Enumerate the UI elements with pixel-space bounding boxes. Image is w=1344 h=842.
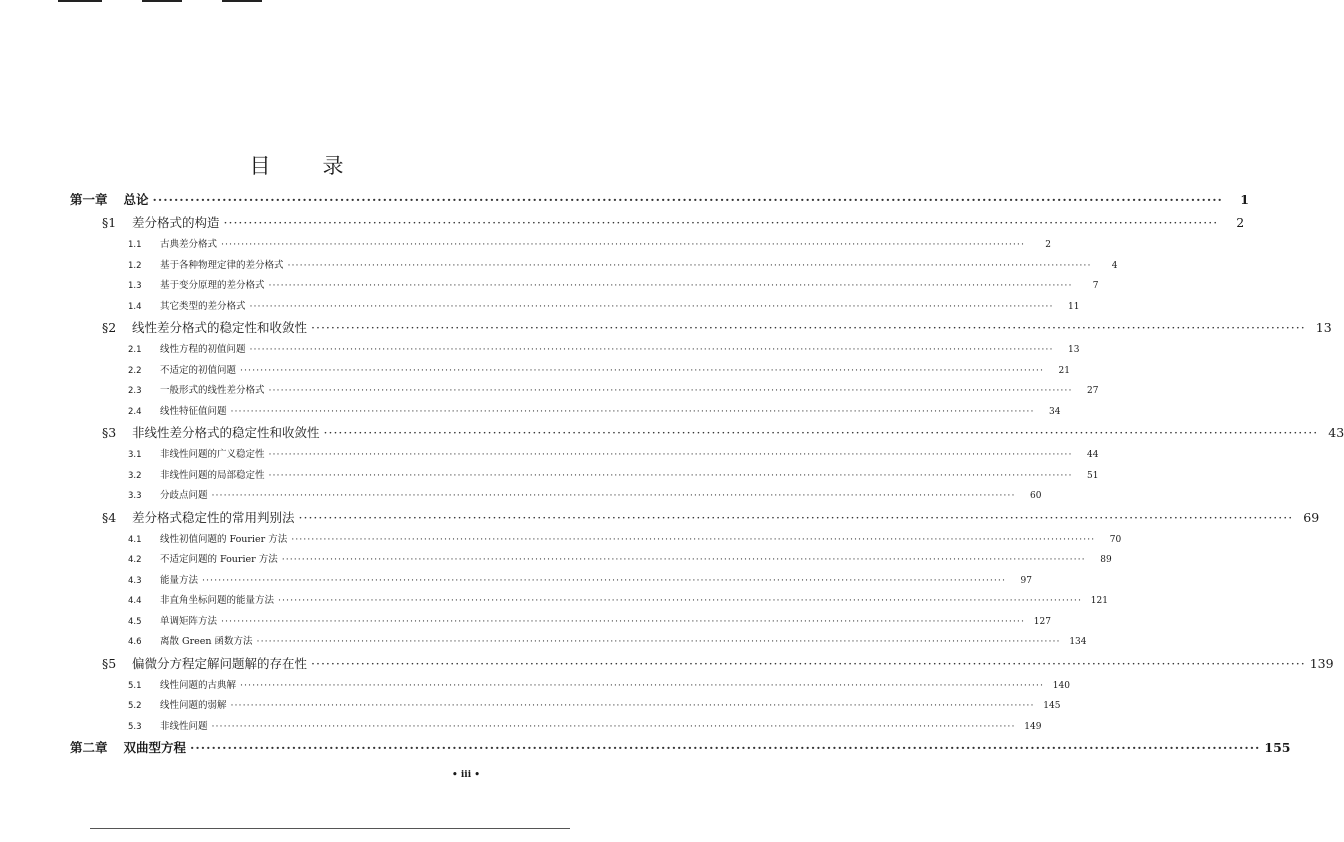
toc-entry-sub[interactable] — [128, 487, 1042, 508]
toc-entry-number: 2.1 — [128, 345, 142, 355]
toc-entry-label — [128, 531, 287, 545]
toc-entry-page: 7 — [1092, 281, 1099, 291]
top-rule-3 — [222, 0, 262, 2]
toc-entry-title: 线性问题的古典解 — [160, 679, 237, 691]
toc-dot-leader: ········································································································································································································ — [268, 469, 1073, 481]
toc-entry-title: 非直角坐标问题的能量方法 — [160, 595, 275, 606]
toc-entry-label — [128, 362, 236, 376]
toc-entry-number: 5.3 — [128, 721, 142, 732]
toc-entry-label — [128, 487, 208, 501]
toc-dot-leader: ········································································································································································································ — [202, 574, 1006, 586]
toc-entry-number: 1.1 — [128, 240, 142, 250]
toc-dot-leader: ········································································································································································································ — [221, 239, 1025, 250]
toc-entry-title: 总论 — [123, 192, 149, 207]
toc-dot-leader: ········································································································································································································ — [152, 192, 1223, 207]
toc-entry-label — [128, 446, 265, 460]
toc-entry-label — [102, 654, 307, 672]
toc-entry-number: §5 — [102, 655, 117, 671]
toc-entry-number: 2.2 — [128, 365, 142, 376]
toc-entry-chapter[interactable] — [70, 190, 1249, 213]
toc-entry-number: 4.4 — [128, 596, 142, 606]
toc-entry-page: 4 — [1111, 260, 1118, 271]
toc-entry-title: 双曲型方程 — [123, 740, 187, 755]
toc-entry-sub[interactable] — [128, 613, 1051, 634]
toc-entry-title: 离散 Green 函数方法 — [160, 636, 253, 647]
toc-entry-page: 27 — [1087, 386, 1099, 396]
toc-entry-number: 4.1 — [128, 534, 142, 545]
toc-entry-title: 其它类型的差分格式 — [160, 300, 246, 312]
toc-entry-label — [102, 318, 307, 336]
toc-entry-label — [102, 213, 220, 231]
toc-entry-page: 2 — [1236, 215, 1245, 230]
toc-entry-sub[interactable] — [128, 403, 1061, 424]
toc-entry-sub[interactable] — [128, 531, 1122, 552]
toc-dot-leader: ········································································································································································································ — [240, 364, 1044, 376]
toc-entry-page: 13 — [1068, 345, 1080, 355]
toc-dot-leader: ········································································································································································································ — [256, 636, 1061, 647]
toc-entry-page: 60 — [1030, 491, 1042, 501]
toc-dot-leader: ········································································································································································································ — [323, 425, 1319, 440]
toc-entry-number: 2.3 — [128, 386, 142, 396]
toc-dot-leader: ········································································································································································································ — [268, 449, 1073, 460]
toc-entry-number: 3.3 — [128, 491, 142, 501]
toc-dot-leader: ········································································································································································································ — [278, 595, 1082, 606]
toc-dot-leader: ········································································································································································································ — [249, 344, 1054, 355]
toc-entry-title: 分歧点问题 — [160, 490, 208, 501]
toc-entry-sub[interactable] — [128, 341, 1080, 362]
toc-entry-number: 第二章 — [70, 740, 108, 755]
toc-entry-number: 5.2 — [128, 701, 142, 711]
toc-dot-leader: ········································································································································································································ — [311, 320, 1306, 335]
toc-entry-section[interactable] — [102, 213, 1245, 236]
toc-entry-label — [128, 718, 208, 732]
toc-entry-page: 140 — [1052, 680, 1070, 691]
toc-entry-title: 线性方程的初值问题 — [160, 344, 246, 355]
toc-entry-chapter[interactable] — [70, 738, 1291, 761]
page-title — [0, 150, 595, 180]
toc-entry-number: 2.4 — [128, 406, 142, 417]
toc-dot-leader: ········································································································································································································ — [298, 509, 1294, 525]
toc-entry-title: 差分格式的构造 — [132, 215, 220, 230]
toc-entry-number: 1.4 — [128, 301, 142, 312]
toc-entry-page: 134 — [1069, 637, 1087, 647]
toc-entry-label — [128, 697, 227, 711]
toc-entry-sub[interactable] — [128, 362, 1070, 383]
toc-entry-label — [128, 677, 236, 691]
toc-entry-title: 线性问题的弱解 — [160, 700, 227, 711]
toc-entry-number: 3.1 — [128, 450, 142, 460]
page-title-char-1: 目 — [249, 154, 273, 178]
toc-entry-number: 4.5 — [128, 616, 142, 627]
toc-entry-title: 非线性差分格式的稳定性和收敛性 — [132, 425, 320, 440]
toc-entry-label — [102, 423, 320, 441]
toc-entry-label — [128, 403, 227, 417]
table-of-contents — [70, 190, 1344, 761]
toc-entry-number: 1.3 — [128, 281, 142, 291]
toc-entry-sub[interactable] — [128, 677, 1070, 698]
toc-entry-sub[interactable] — [128, 382, 1099, 403]
toc-dot-leader: ········································································································································································································ — [223, 215, 1219, 230]
toc-entry-number: 4.2 — [128, 555, 142, 565]
toc-entry-page: 121 — [1090, 596, 1108, 606]
toc-entry-title: 偏微分方程定解问题解的存在性 — [132, 655, 308, 671]
toc-entry-page: 34 — [1049, 406, 1061, 417]
toc-entry-title: 基于各种物理定律的差分格式 — [160, 259, 284, 271]
toc-entry-number: §1 — [102, 215, 117, 230]
top-rule-1 — [58, 0, 102, 2]
toc-dot-leader: ········································································································································································································ — [240, 679, 1044, 691]
toc-entry-section[interactable] — [102, 508, 1320, 531]
toc-dot-leader: ········································································································································································································ — [249, 300, 1054, 312]
toc-entry-label — [128, 298, 246, 312]
toc-entry-sub[interactable] — [128, 257, 1118, 278]
toc-entry-sub[interactable] — [128, 633, 1087, 654]
toc-entry-label — [128, 551, 278, 565]
toc-entry-page: 127 — [1033, 616, 1051, 627]
toc-entry-title: 一般形式的线性差分格式 — [160, 385, 265, 396]
toc-entry-number: §2 — [102, 320, 117, 335]
toc-dot-leader: ········································································································································································································ — [230, 700, 1035, 711]
toc-entry-label — [128, 277, 265, 291]
toc-dot-leader: ········································································································································································································ — [230, 405, 1035, 417]
toc-entry-sub[interactable] — [128, 467, 1099, 488]
toc-entry-sub[interactable] — [128, 277, 1099, 298]
toc-entry-sub[interactable] — [128, 592, 1108, 613]
toc-entry-title: 差分格式稳定性的常用判别法 — [132, 509, 295, 525]
toc-entry-title: 线性初值问题的 Fourier 方法 — [160, 533, 288, 545]
toc-entry-title: 非线性问题的局部稳定性 — [160, 469, 265, 481]
toc-entry-sub[interactable] — [128, 551, 1112, 572]
toc-dot-leader: ········································································································································································································ — [268, 385, 1073, 396]
toc-entry-page: 51 — [1087, 470, 1099, 481]
toc-entry-section[interactable] — [102, 654, 1334, 677]
toc-entry-sub[interactable] — [128, 572, 1032, 593]
toc-entry-label — [70, 190, 149, 208]
toc-entry-title: 非线性问题的广义稳定性 — [160, 449, 265, 460]
toc-entry-label — [102, 508, 295, 526]
toc-entry-page: 149 — [1024, 721, 1042, 732]
toc-entry-label — [128, 572, 198, 586]
toc-entry-page: 44 — [1087, 450, 1099, 460]
toc-entry-title: 不适定的初值问题 — [160, 364, 237, 376]
toc-entry-sub[interactable] — [128, 298, 1080, 319]
toc-entry-label — [128, 592, 274, 606]
toc-entry-page: 155 — [1264, 740, 1291, 755]
toc-dot-leader: ········································································································································································································ — [221, 615, 1025, 627]
toc-dot-leader: ········································································································································································································ — [311, 655, 1306, 671]
toc-dot-leader: ········································································································································································································ — [268, 280, 1073, 291]
toc-entry-label — [128, 257, 284, 271]
toc-entry-number: §4 — [102, 509, 117, 525]
toc-dot-leader: ········································································································································································································ — [211, 490, 1016, 501]
toc-entry-label — [128, 341, 246, 355]
toc-entry-label — [128, 382, 265, 396]
footer-page-number: • iii • — [452, 770, 481, 780]
toc-entry-page: 43 — [1328, 425, 1344, 440]
toc-entry-title: 单调矩阵方法 — [160, 615, 218, 627]
page-title-char-2: 录 — [322, 154, 346, 178]
toc-entry-page: 13 — [1315, 320, 1332, 335]
toc-entry-title: 线性特征值问题 — [160, 405, 227, 417]
toc-entry-sub[interactable] — [128, 697, 1061, 718]
toc-entry-number: §3 — [102, 425, 117, 440]
toc-entry-page: 145 — [1043, 701, 1061, 711]
toc-entry-title: 线性差分格式的稳定性和收敛性 — [132, 320, 308, 335]
toc-dot-leader: ········································································································································································································ — [190, 740, 1261, 755]
toc-entry-section[interactable] — [102, 423, 1344, 446]
toc-entry-title: 能量方法 — [160, 574, 199, 586]
toc-entry-section[interactable] — [102, 318, 1332, 341]
toc-entry-sub[interactable] — [128, 236, 1051, 257]
toc-dot-leader: ········································································································································································································ — [211, 720, 1016, 732]
toc-entry-number: 4.6 — [128, 637, 142, 647]
toc-entry-title: 古典差分格式 — [160, 239, 218, 250]
toc-dot-leader: ········································································································································································································ — [287, 259, 1092, 271]
toc-entry-page: 11 — [1068, 301, 1080, 312]
toc-entry-page: 69 — [1303, 509, 1320, 525]
toc-entry-sub[interactable] — [128, 446, 1099, 467]
toc-dot-leader: ········································································································································································································ — [281, 554, 1086, 565]
toc-entry-label — [70, 738, 186, 756]
toc-entry-title: 不适定问题的 Fourier 方法 — [160, 554, 278, 565]
toc-entry-label — [128, 633, 253, 647]
toc-entry-sub[interactable] — [128, 718, 1042, 739]
toc-entry-number: 5.1 — [128, 680, 142, 691]
toc-entry-page: 70 — [1109, 534, 1122, 545]
toc-entry-page: 97 — [1020, 575, 1032, 586]
toc-entry-page: 21 — [1058, 365, 1070, 376]
toc-entry-label — [128, 467, 265, 481]
toc-entry-title: 非线性问题 — [160, 720, 208, 732]
toc-entry-page: 139 — [1309, 655, 1334, 671]
toc-entry-title: 基于变分原理的差分格式 — [160, 280, 265, 291]
toc-entry-number: 4.3 — [128, 575, 142, 586]
toc-entry-number: 第一章 — [70, 192, 108, 207]
top-rule-2 — [142, 0, 182, 2]
toc-dot-leader: ········································································································································································································ — [291, 533, 1096, 545]
toc-entry-page: 89 — [1100, 555, 1112, 565]
toc-entry-number: 1.2 — [128, 260, 142, 271]
toc-entry-page: 2 — [1045, 240, 1051, 250]
toc-entry-number: 3.2 — [128, 470, 142, 481]
bottom-rule — [90, 828, 570, 829]
toc-entry-label — [128, 613, 217, 627]
toc-entry-page: 1 — [1240, 192, 1249, 207]
toc-entry-label — [128, 236, 217, 250]
